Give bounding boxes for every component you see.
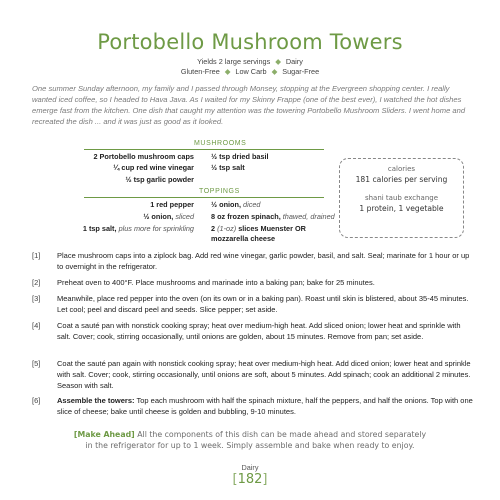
ingredient-item: ½ tsp salt [211,163,245,172]
ingredient-item: 8 oz frozen spinach, thawed, drained [211,212,335,221]
nutrition-box [339,158,464,238]
separator-icon: ◆ [271,67,278,76]
dairy-tag: Dairy [285,57,303,66]
make-ahead-note [70,429,430,451]
diet-tag: Low Carb [235,67,267,76]
page-number: [182] [232,472,268,487]
separator-icon: ◆ [224,67,231,76]
ingredient-item: ½ onion, sliced [143,212,194,221]
diet-tags-row [0,67,500,76]
diet-tag: Sugar-Free [282,67,320,76]
recipe-yield-row [0,57,500,66]
ingredient-item: ½ onion, diced [211,200,261,209]
ingredient-item: ½ tsp dried basil [211,152,269,161]
mushrooms-heading: MUSHROOMS [194,140,247,147]
calories-label: calories [387,165,416,173]
ingredient-item: ½ tsp garlic powder [125,175,194,184]
recipe-intro: One summer Sunday afternoon, my family and I passed through Monsey, stopping at the Evergreen shopping center. I really wanted iced coffee, so I headed to Hava Java. As I waited for my Skinny Frappe (one of the best ever), I watched the hot dishes emerge fast from the kitchen. One dish that caught my attention was the towering Portobello Mushroom Sliders. I went home and recreated the dish ... and it was just as good as it looked. [32,84,466,126]
section-divider [84,149,324,150]
yield-text: Yields 2 large servings [197,57,271,66]
ingredient-item: ¼ cup red wine vinegar [113,163,194,172]
toppings-heading: TOPPINGS [199,188,240,195]
ingredient-item: 1 tsp salt, plus more for sprinkling [82,224,194,233]
ingredient-item: 2 (1-oz) slices Muenster OR mozzarella cheese [211,224,306,243]
separator-icon: ◆ [275,57,281,66]
recipe-title: Portobello Mushroom Towers [97,30,403,54]
exchange-value: 1 protein, 1 vegetable [359,204,444,213]
ingredient-item: 2 Portobello mushroom caps [93,152,194,161]
exchange-label: shani taub exchange [364,194,439,202]
make-ahead-tag: [Make Ahead] [73,430,135,439]
footer-category: Dairy [241,463,259,472]
ingredient-item: 1 red pepper [150,200,194,209]
cookbook-page: Portobello Mushroom Towers Yields 2 large servings ◆ Dairy Gluten-Free ◆ Low Carb ◆ Sugar-Free One summer Sunday afternoon, my family and I passed through Monsey, stopping at the Evergreen shopping center. I really wanted iced coffee, so I headed to Hava Java. As I waited for my Skinny Frappe (one of the best ever), I watched the hot dishes emerge fast from the kitchen. One dish that caught my attention was the towering Portobello Mushroom Sliders. I went home and recreated the dish ... and it was just as good as it looked. MUSHROOMS 2 Portobello mushroom caps ¼ cup red wine vinegar ½ tsp garlic powder ½ tsp dried basil ½ tsp salt calories 181 calories per serving shani taub exchange 1 protein, 1 vegetable TOPPINGS 1 red pepper ½ onion, sliced 1 tsp salt, plus more for sprinkling ½ onion, diced 8 oz frozen spinach, thawed, drained 2 (1-oz) slices Muenster OR mozzarella cheese [1] Place mushroom caps into a ziplock bag. Add red wine vinegar, garlic powder, basil, and salt. Seal; marinate for 1 hour or up to overnight in the refrigerator. [2] Preheat oven to 400°F. Place mushrooms and marinade into a baking pan; bake for 25 minutes. [3] Meanwhile, place red pepper into the oven (on its own or in a baking pan). Roast until skin is blistered, about 35-45 minutes. Let cool; peel and discard peel and seeds. Slice pepper; set aside. [4] Coat a sauté pan with nonstick cooking spray; heat over medium-high heat. Add sliced onion; lower heat and sprinkle with salt. Cover; cook, stirring occasionally, until onions are golden, about 15 minutes. Remove from pan; set aside. [5] Coat the sauté pan again with nonstick cooking spray; heat over medium-high heat. Add diced onion; lower heat and sprinkle with salt. Cover; cook, stirring occasionally, until onions are soft, about 5 minutes. Add spinach; cook an additional 2 minutes. Season with salt. [6] Assemble the towers: Top each mushroom with half the spinach mixture, half the peppers, and half the onions. Top with one slice of cheese; bake until cheese is golden and bubbling, 9-10 minutes. [Make Ahead] All the components of this dish can be made ahead and stored separately in the refrigerator for up to 1 week. Simply assemble and bake when ready to enjoy. Dairy [182] [0,0,500,500]
diet-tag: Gluten-Free [180,67,220,76]
make-ahead-text: All the components of this dish can be made ahead and stored separately in the refrigerator for up to 1 week. Simply assemble and bake when ready to enjoy. [85,430,427,450]
section-divider [84,197,324,198]
calories-value: 181 calories per serving [355,175,448,184]
